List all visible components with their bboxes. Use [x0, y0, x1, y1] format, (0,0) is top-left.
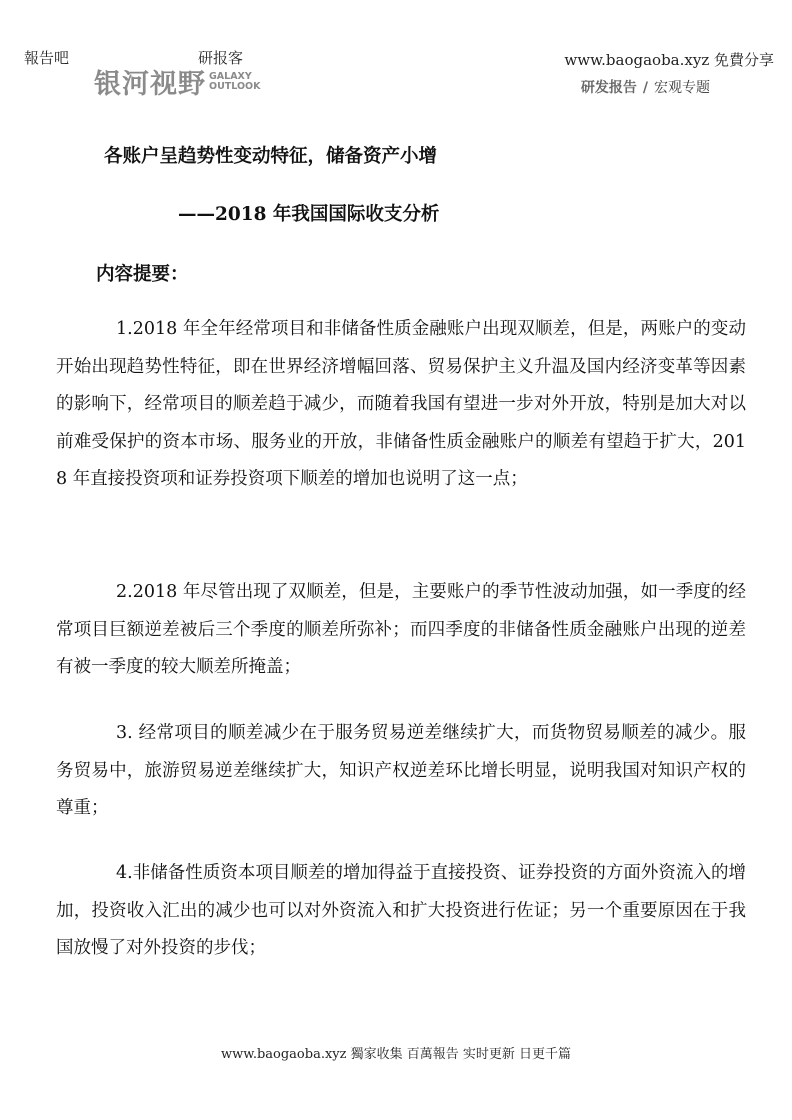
document-subtitle: ——2018 年我国国际收支分析	[178, 204, 440, 225]
section-tag	[581, 77, 710, 97]
section-topic: 宏观专题	[654, 80, 710, 96]
section-category: 研发报告	[580, 80, 637, 96]
section-separator: /	[642, 80, 648, 96]
logo-en-text	[209, 72, 261, 92]
logo-en-line1: GALAXY	[209, 70, 252, 82]
watermark-left: 報告吧	[24, 49, 70, 67]
galaxy-logo	[94, 62, 261, 101]
footer-watermark: www.baogaoba.xyz 獨家收集 百萬報告 实时更新 日更千篇	[220, 1047, 572, 1062]
summary-paragraph-1: 1.2018 年全年经常项目和非储备性质金融账户出现双顺差，但是，两账户的变动开始出现趋势性特征，即在世界经济增幅回落、贸易保护主义升温及国内经济变革等因素的影响下，经常项目的顺差趋于减少，而随着我国有望进一步对外开放，特别是加大对以前难受保护的资本市场、服务业的开放，非储备性质金融账户的顺差有望趋于扩大，2018 年直接投资项和证券投资项下顺差的增加也说明了这一点；	[56, 319, 746, 489]
summary-heading: 内容提要：	[96, 264, 189, 285]
summary-paragraph-4: 4.非储备性质资本项目顺差的增加得益于直接投资、证券投资的方面外资流入的增加，投资收入汇出的减少也可以对外资流入和扩大投资进行佐证；另一个重要原因在于我国放慢了对外投资的步伐；	[56, 863, 746, 958]
logo-cn-text: 银河视野	[94, 69, 206, 100]
summary-paragraph-3: 3. 经常项目的顺差减少在于服务贸易逆差继续扩大，而货物贸易顺差的减少。服务贸易中，旅游贸易逆差继续扩大，知识产权逆差环比增长明显，说明我国对知识产权的尊重；	[56, 723, 746, 818]
summary-paragraph-2: 2.2018 年尽管出现了双顺差，但是，主要账户的季节性波动加强，如一季度的经常项目巨额逆差被后三个季度的顺差所弥补；而四季度的非储备性质金融账户出现的逆差有被一季度的较大顺差所掩盖；	[56, 582, 746, 677]
document-title: 各账户呈趋势性变动特征，储备资产小增	[104, 146, 438, 167]
watermark-right: www.baogaoba.xyz 免費分享	[564, 51, 774, 69]
logo-en-line2: OUTLOOK	[209, 80, 261, 92]
watermark-mid: 研报客	[198, 49, 244, 67]
